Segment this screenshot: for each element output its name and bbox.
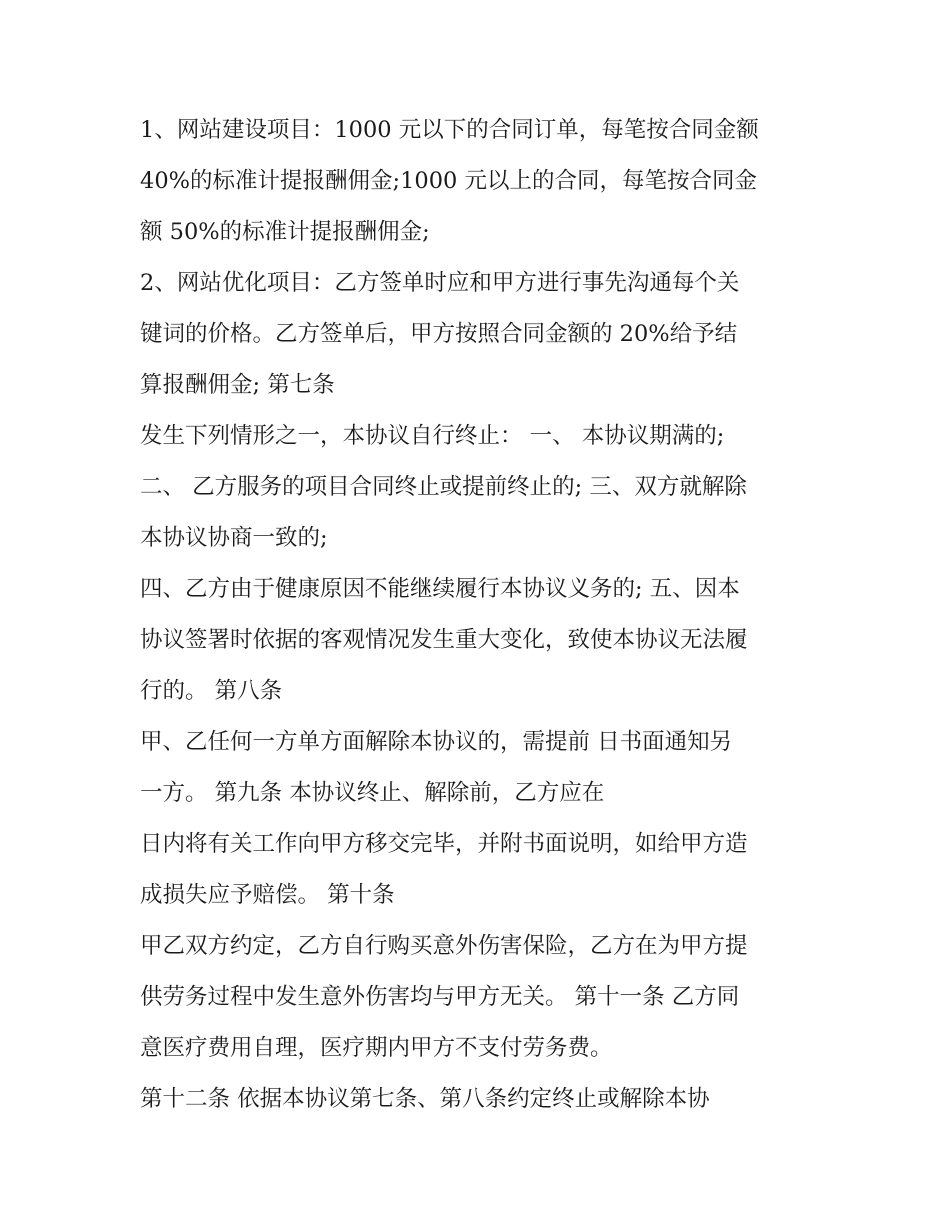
text-line: 甲、乙任何一方单方面解除本协议的，需提前 日书面通知另	[140, 729, 733, 755]
text-line: 日内将有关工作向甲方移交完毕，并附书面说明，如给甲方造	[140, 831, 748, 857]
text-line: 1、网站建设项目：1000 元以下的合同订单，每笔按合同金额	[140, 117, 759, 143]
text-line: 四、乙方由于健康原因不能继续履行本协议义务的; 五、因本	[140, 576, 740, 602]
text-line: 第十二条 依据本协议第七条、第八条约定终止或解除本协	[140, 1086, 710, 1112]
document-body	[140, 111, 820, 1131]
text-line: 2、网站优化项目：乙方签单时应和甲方进行事先沟通每个关	[140, 270, 740, 296]
text-line: 40%的标准计提报酬佣金;1000 元以上的合同，每笔按合同金	[140, 168, 758, 194]
text-line: 一方。 第九条 本协议终止、解除前，乙方应在	[140, 780, 605, 806]
text-line: 协议签署时依据的客观情况发生重大变化，致使本协议无法履	[140, 627, 748, 653]
text-line: 发生下列情形之一，本协议自行终止： 一、 本协议期满的;	[140, 423, 725, 449]
text-line: 二、 乙方服务的项目合同终止或提前终止的; 三、双方就解除	[140, 474, 747, 500]
text-line: 成损失应予赔偿。 第十条	[140, 882, 395, 908]
text-line: 键词的价格。乙方签单后，甲方按照合同金额的 20%给予结	[140, 321, 738, 347]
text-line: 甲乙双方约定，乙方自行购买意外伤害保险，乙方在为甲方提	[140, 933, 748, 959]
text-line: 算报酬佣金; 第七条	[140, 372, 335, 398]
text-line: 行的。 第八条	[140, 678, 283, 704]
text-line: 意医疗费用自理，医疗期内甲方不支付劳务费。	[140, 1035, 613, 1061]
text-line: 供劳务过程中发生意外伤害均与甲方无关。 第十一条 乙方同	[140, 984, 740, 1010]
text-line: 本协议协商一致的;	[140, 525, 328, 551]
text-line: 额 50%的标准计提报酬佣金;	[140, 219, 430, 245]
